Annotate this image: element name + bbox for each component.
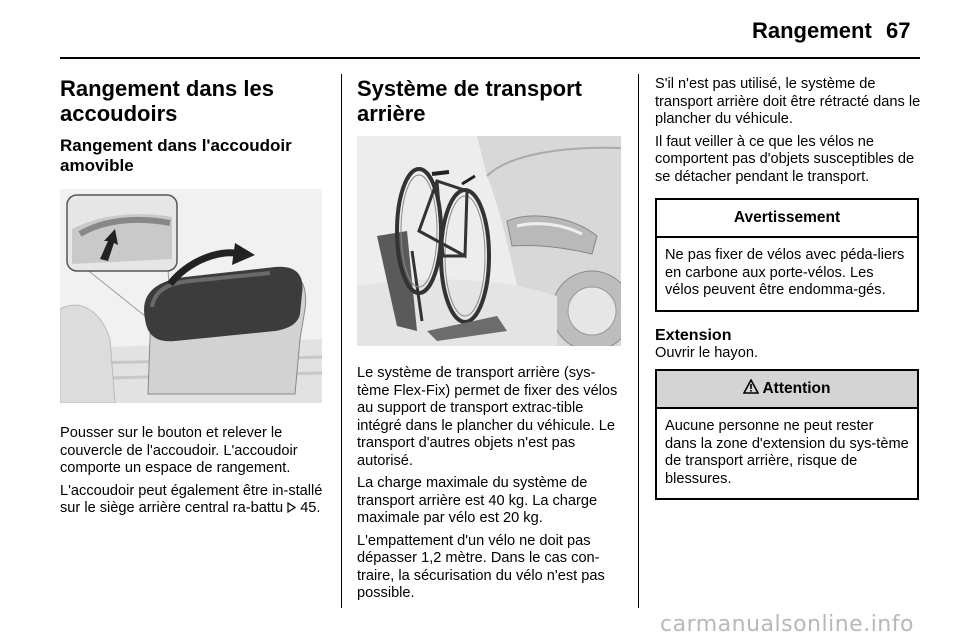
header-title: Rangement [752,18,872,43]
column-3 [655,76,921,500]
paragraph: Pousser sur le bouton et relever le couvercle de l'accoudoir. L'accoudoir comporte un espace de rangement. [60,425,298,476]
warning-triangle-icon [743,379,759,399]
section-heading: Système de transport arrière [357,76,582,126]
rear-carrier-illustration [357,136,621,346]
armrest-illustration [60,189,322,403]
paragraph: L'empattement d'un vélo ne doit pas dépasser 1,2 mètre. Dans le cas con-traire, la sécurisation du vélo n'est pas possible. [357,532,605,601]
subsection-heading: Rangement dans l'accoudoir amovible [60,136,292,175]
watermark: carmanualsonline.info [660,612,914,637]
paragraph: Il faut veiller à ce que les vélos ne comportent pas d'objets susceptibles de se détacher pendant le transport. [655,133,915,185]
page-header [0,0,960,58]
caution-title: Attention [762,380,831,397]
paragraph: S'il n'est pas utilisé, le système de transport arrière doit être rétracté dans le plancher du véhicule. [655,76,921,127]
column-2 [357,76,623,603]
paragraph [60,483,326,518]
subsection-heading: Extension [655,326,732,344]
notice-text: Ne pas fixer de vélos avec péda-liers en carbone aux porte-vélos. Les vélos peuvent être endomma-gés. [665,247,905,298]
paragraph-text: L'accoudoir peut également être in-stallé sur le siège arrière central ra-battu [60,482,323,516]
caution-text: Aucune personne ne peut rester dans la zone d'extension du sys-tème de transport arrière, risque de blessures. [665,418,909,487]
page-number: 67 [886,18,911,43]
caution-notice-box [655,369,919,500]
paragraph: Le système de transport arrière (sys-tème Flex-Fix) permet de fixer des vélos au support de transport extrac-tible intégré dans le plancher du véhicule. Le transport d'autres objets n'est pas autorisé. [357,365,618,469]
warning-notice-box [655,198,919,312]
column-1 [60,76,326,518]
page-reference[interactable]: 45. [300,500,321,516]
paragraph: La charge maximale du système de transport arrière est 40 kg. La charge maximale par vélo est 20 kg. [357,475,598,526]
column-divider [341,74,342,608]
section-heading: Rangement dans les accoudoirs [60,76,274,126]
notice-title: Avertissement [657,200,917,238]
paragraph: Ouvrir le hayon. [655,344,759,361]
header-rule [60,57,920,59]
column-divider [638,74,639,608]
page-reference-icon[interactable] [287,500,300,516]
caution-header [657,371,917,409]
